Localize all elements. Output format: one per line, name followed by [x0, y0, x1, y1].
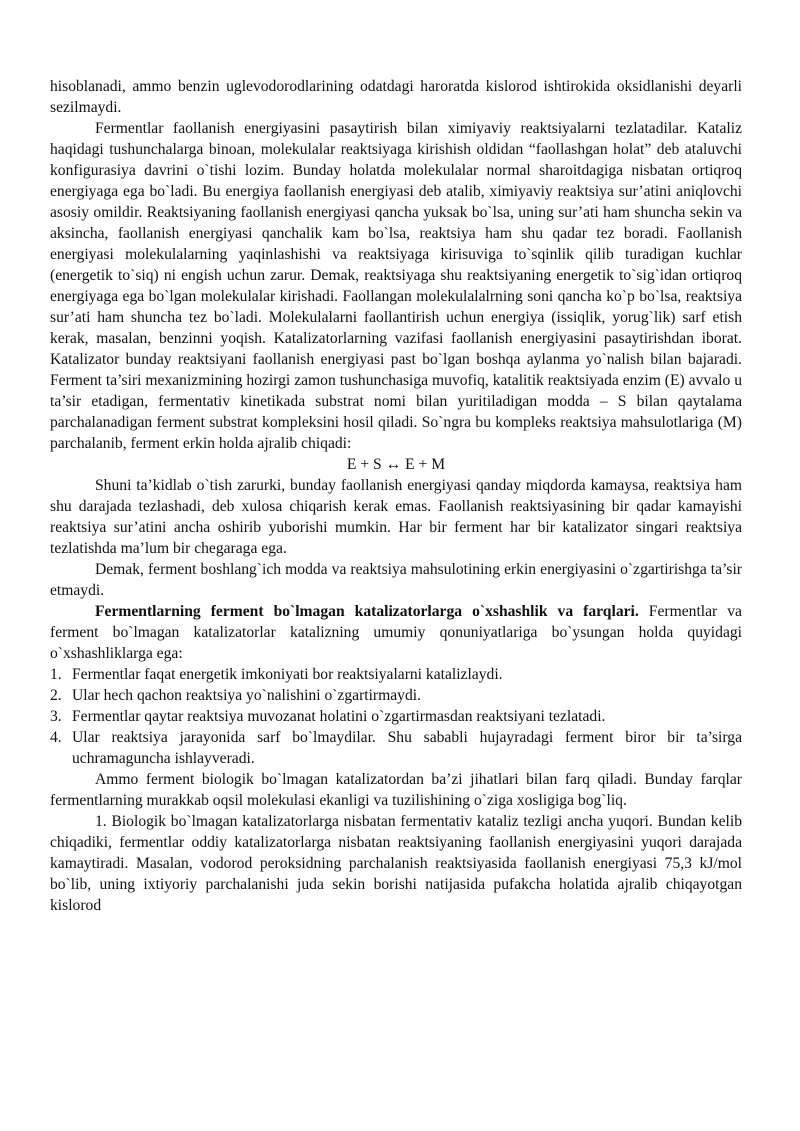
section-heading: Fermentlarning ferment bo`lmagan katalizatorlarga o`xshashlik va farqlari.	[95, 603, 639, 620]
section-intro-text: Fermentlar va ferment bo`lmagan katalizatorlar katalizning umumiy qonuniyatlariga bo`ysungan holda quyidagi o`xshashliklarga ega:	[50, 603, 742, 662]
list-item-number: 4.	[50, 729, 62, 746]
paragraph-energy-decrease: Shuni ta’kidlab o`tish zarurki, bunday faollanish energiyasi qanday miqdorda kamaysa, reaktsiya ham shu darajada tezlashadi, deb xulosa chiqarish kerak emas. Faollanish reaktsiyasining bir qadar kamayishi reaktsiya sur’atini ancha oshirib yuborishi mumkin. Har bir ferment har bir katalizator singari reaktsiya tezlatishda ma’lum bir chegaraga ega.	[50, 477, 742, 557]
list-item-number: 3.	[50, 708, 62, 725]
list-item-text: Ular hech qachon reaktsiya yo`nalishini o`zgartirmaydi.	[72, 687, 422, 704]
list-item	[50, 685, 742, 706]
document-page	[50, 76, 742, 916]
paragraph-free-energy: Demak, ferment boshlang`ich modda va reaktsiya mahsulotining erkin energiyasini o`zgartirishga ta’sir etmaydi.	[50, 561, 742, 599]
paragraph-similarities	[50, 601, 742, 664]
reaction-equation: E + S ↔ E + M	[346, 456, 446, 473]
list-item-text: Ular reaktsiya jarayonida sarf bo`lmaydilar. Shu sababli hujayradagi ferment biror bir ta’sirga uchramaguncha ishlayveradi.	[72, 729, 742, 767]
list-item-text: Fermentlar qaytar reaktsiya muvozanat holatini o`zgartirmasdan reaktsiyani tezlatadi.	[72, 708, 606, 725]
list-item-text: Fermentlar faqat energetik imkoniyati bor reaktsiyalarni katalizlaydi.	[72, 666, 503, 683]
paragraph-differences: Ammo ferment biologik bo`lmagan katalizatordan ba’zi jihatlari bilan farq qiladi. Bunday farqlar fermentlarning murakkab oqsil molekulasi ekanligi va tuzilishining o`ziga xosligiga bog`liq.	[50, 771, 742, 809]
list-item	[50, 727, 742, 769]
paragraph-catalysis-rate: 1. Biologik bo`lmagan katalizatorlarga nisbatan fermentativ kataliz tezligi ancha yuqori. Bundan kelib chiqadiki, fermentlar oddiy katalizatorlarga nisbatan reaktsiyaning faollanish energiyasini yuqori darajada kamaytiradi. Masalan, vodorod peroksidning parchalanish reaktsiyasida faollanish energiyasi 75,3 kJ/mol bo`lib, uning ixtiyoriy parchalanishi juda sekin borishi natijasida pufakcha holatida ajralib chiqayotgan kislorod	[50, 813, 742, 914]
paragraph-continuation: hisoblanadi, ammo benzin uglevodorodlarining odatdagi haroratda kislorod ishtirokida oksidlanishi deyarli sezilmaydi.	[50, 78, 742, 116]
paragraph-activation-energy: Fermentlar faollanish energiyasini pasaytirish bilan ximiyaviy reaktsiyalarni tezlatadilar. Kataliz haqidagi tushunchalarga binoan, molekulalar reaktsiyaga kirishish oldidan “faollashgan holat” deb ataluvchi konfigurasiya davrini o`tishi lozim. Bunday holatda molekulalar normal sharoitdagiga nisbatan ortiqroq energiyaga ega bo`ladi. Bu energiya faollanish energiyasi deb atalib, ximiyaviy reaktsiya sur’atini aniqlovchi asosiy omildir. Reaktsiyaning faollanish energiyasi qancha yuksak bo`lsa, uning sur’ati ham shuncha sekin va aksincha, faollanish energiyasi qanchalik kam bo`lsa, reaktsiya ham shu qadar tez boradi. Faollanish energiyasi molekulalarning yaqinlashishi va reaktsiyaga kirisuviga to`sqinlik qilib turadigan kuchlar (energetik to`siq) ni engish uchun zarur. Demak, reaktsiyaga shu reaktsiyaning energetik to`sig`idan ortiqroq energiyaga ega bo`lgan molekulalar kirishadi. Faollangan molekulalalrning soni qancha ko`p bo`lsa, reaktsiya sur’ati ham shuncha tez bo`ladi. Molekulalarni faollantirish uchun energiya (issiqlik, yorug`lik) sarf etish kerak, masalan, benzinni yoqish. Katalizatorlarning vazifasi faollanish energiyasini pasaytirishdan iborat. Katalizator bunday reaktsiyani faollanish energiyasi past bo`lgan boshqa aylanma yo`nalish bilan bajaradi. Ferment ta’siri mexanizmining hozirgi zamon tushunchasiga muvofiq, katalitik reaktsiyada enzim (E) avvalo u ta’sir etadigan, fermentativ kinetikada substrat nomi bilan yuritiladigan modda – S bilan qaytalama parchalanadigan ferment substrat kompleksini hosil qiladi. So`ngra bu kompleks reaktsiya mahsulotlariga (M) parchalanib, ferment erkin holda ajralib chiqadi:	[50, 120, 742, 452]
list-item-number: 2.	[50, 687, 62, 704]
list-item-number: 1.	[50, 666, 62, 683]
list-item	[50, 706, 742, 727]
list-item	[50, 664, 742, 685]
similarities-list	[50, 664, 742, 769]
